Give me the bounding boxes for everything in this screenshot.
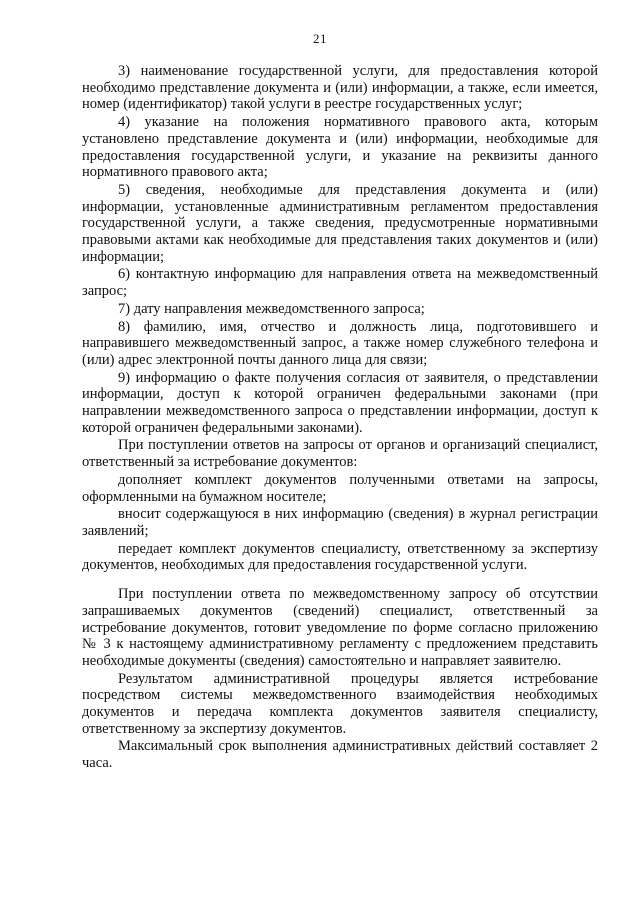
action-transfer-paragraph: передает комплект документов специалисту, ответственному за экспертизу документов, необходимых для предоставления государственной услуги. xyxy=(82,540,598,574)
list-item-3: 3) наименование государственной услуги, для предоставления которой необходимо представление документа и (или) информации, а также, если имеется, номер (идентификатор) такой услуги в реестре государственных услуг; xyxy=(82,63,598,113)
list-item-6: 6) контактную информацию для направления ответа на межведомственный запрос; xyxy=(82,266,598,300)
list-item-4: 4) указание на положения нормативного правового акта, которым установлено представление документа и (или) информации, необходимые для предоставления государственной услуги, и указание на реквизиты данного нормативного правового акта; xyxy=(82,114,598,181)
responses-intro-paragraph: При поступлении ответов на запросы от органов и организаций специалист, ответственный за истребование документов: xyxy=(82,437,598,471)
document-body xyxy=(82,63,598,772)
action-register-paragraph: вносит содержащуюся в них информацию (сведения) в журнал регистрации заявлений; xyxy=(82,506,598,539)
max-duration-paragraph: Максимальный срок выполнения административных действий составляет 2 часа. xyxy=(82,738,598,772)
list-item-5: 5) сведения, необходимые для представления документа и (или) информации, установленные административным регламентом предоставления государственной услуги, а также сведения, предусмотренные нормативными правовыми актами как необходимые для представления таких документов и (или) информации; xyxy=(82,181,598,265)
list-item-7: 7) дату направления межведомственного запроса; xyxy=(118,300,425,317)
page-number: 21 xyxy=(313,31,327,46)
result-paragraph: Результатом административной процедуры является истребование посредством системы межведомственного взаимодействия необходимых документов и передача комплекта документов заявителя специалисту, ответственному за экспертизу документов. xyxy=(82,670,598,737)
list-item-9: 9) информацию о факте получения согласия от заявителя, о представлении информации, доступ к которой ограничен федеральными законами (при направлении межведомственного запроса о представлении информации, доступ к которой ограничен федеральными законами). xyxy=(82,369,598,436)
list-item-8: 8) фамилию, имя, отчество и должность лица, подготовившего и направившего межведомственный запрос, а также номер служебного телефона и (или) адрес электронной почты данного лица для связи; xyxy=(82,318,598,368)
action-supplement-paragraph: дополняет комплект документов полученными ответами на запросы, оформленными на бумажном носителе; xyxy=(82,471,598,505)
absence-response-paragraph: При поступлении ответа по межведомственному запросу об отсутствии запрашиваемых документов (сведений) специалист, ответственный за истребование документов, готовит уведомление по форме согласно приложению № 3 к настоящему административному регламенту с предложением представить необходимые документы (сведения) самостоятельно и направляет заявителю. xyxy=(82,586,598,669)
